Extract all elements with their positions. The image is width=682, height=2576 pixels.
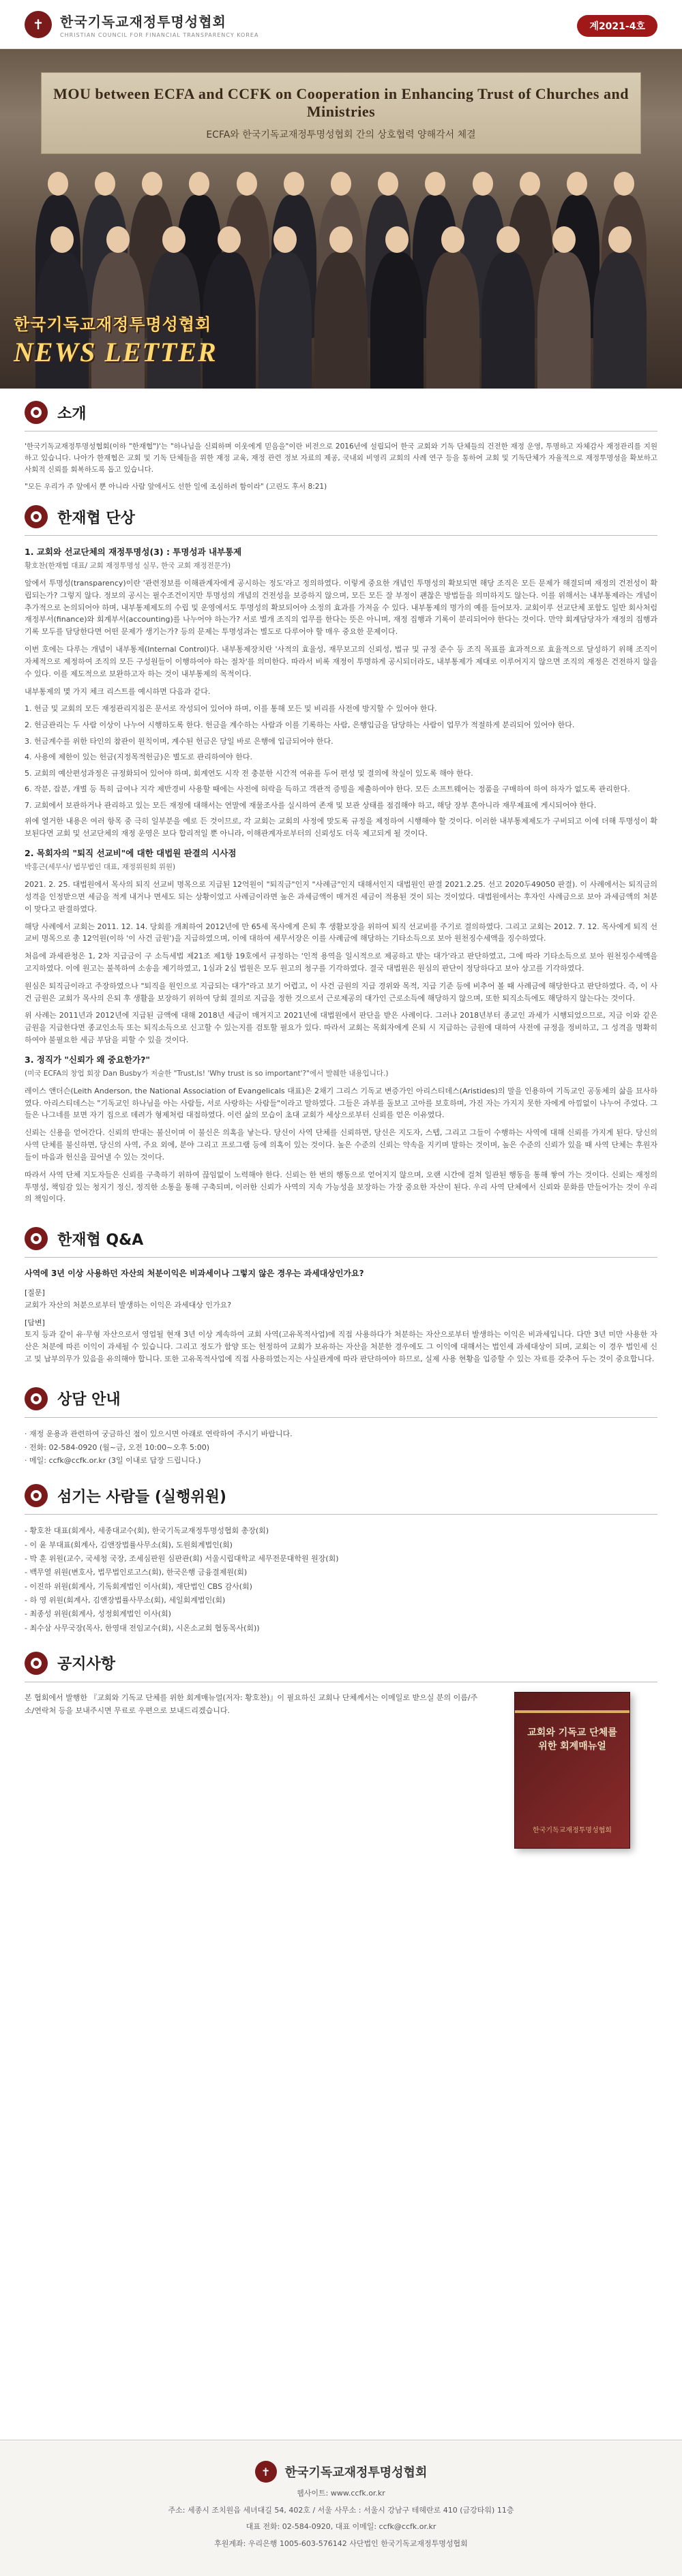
person-figure [593,252,647,389]
footer [0,2440,682,2576]
section-bullet-icon [25,1227,48,1250]
article-paragraph: 이번 호에는 다루는 개념이 내부통제(Internal Control)다. 내부통제장치란 '사적의 효율성, 재무보고의 신뢰성, 법규 및 규정 준수 등 조직 목표를 효과적으로 효율적으로 달성하기 위해 조직이 자체적으로 제정하여 조직의 모든 구성원들이 이행하여야 하는 절차'를 의미한다. 따라서 비록 재정이 투명하게 공시되더라도, 내부통제가 제대로 이루어지지 않으면 조직의 재정은 건전하지 않을 수 있다. 이를 제도적으로 보완하고자 하는 것이 내부통제의 목적이다. [25,645,657,678]
helper-item: - 박 훈 위원(교수, 국세청 국장, 조세심판원 심판관(회) 서울시립대학교 세무전문대학원 원장(회) [25,1554,339,1563]
helper-item: - 황호찬 대표(회계사, 세종대교수(회), 한국기독교재정투명성협회 총장(회) [25,1526,269,1536]
section-title: 한재협 단상 [57,509,135,527]
person-figure [258,252,312,389]
person-figure [426,252,479,389]
person-head [50,226,74,253]
list-item: 5. 교회의 예산편성과정은 규정화되어 있어야 하며, 회계연도 시작 전 충분한 시간적 여유를 두어 편성 및 결의에 착실이 있도록 해야 한다. [25,768,473,778]
person-head [385,226,409,253]
person-head [273,226,297,253]
section-divider [25,1514,657,1515]
list-item: 2. 헌금관리는 두 사람 이상이 나누어 시행하도록 한다. 헌금을 계수하는 사람과 이를 기록하는 사람, 은행입금을 담당하는 사람이 업무가 적절하게 분리되어 있어야 한다. [25,720,575,729]
article-title: 1. 교회와 선교단체의 재정투명성(3) : 투명성과 내부통제 [25,547,242,557]
person-figure [481,252,535,389]
section-bullet-icon [25,1387,48,1410]
article-author: 황호찬(한재협 대표/ 교회 재정투명성 실무, 한국 교회 재정전문가) [25,562,231,570]
helper-item: - 백무열 위원(변호사, 법무법인로고스(회), 한국은행 금융결제원(회) [25,1568,248,1577]
article-paragraph: 처음에 과세관청은 1, 2차 지급금이 구 소득세법 제21조 제1항 19호에서 규정하는 '인적 용역을 일시적으로 제공하고 받는 대가'라고 판단하였고, 그에 따라 기타소득으로 보아 원천징수세액을 고지하였다. 이에 원고는 불복하여 소송을 제기하였고, 1심과 2심 법원은 모두 원고의 청구를 기각하였다. 결국 대법원은 원심의 판단이 정당하다고 보아 상고를 기각하였다. [25,952,657,973]
org-eng: CHRISTIAN COUNCIL FOR FINANCIAL TRANSPARENCY KOREA [60,31,259,38]
section-bullet-icon [25,1652,48,1675]
intro-body: '한국기독교재정투명성협회(이하 "한재협")'는 "하나님을 신뢰하며 이웃에게 믿음을"이란 비전으로 2016년에 설립되어 한국 교회와 기독 단체들의 건전한 재정 운영, 투명하고 자체감사 재정관리를 지원하고 있습니다. 나아가 한재협은 교회 및 기독 단체들을 위한 재정 교육, 재정 관련 정보 자료의 제공, 국내외 비영리 교회의 사례 연구 등을 통하여 교회 및 기독단체가 자율적으로 재정투명성을 확보하고 사회적 신뢰를 회복하도록 돕고 있습니다. [25,442,657,474]
helper-item: - 이 윤 부대표(회계사, 김앤장법률사무소(회), 도원회계법인(회) [25,1540,233,1549]
qa-question-body: 교회가 자산의 처분으로부터 발생하는 이익은 과세대상 인가요? [25,1300,232,1309]
person-head [520,172,540,196]
article-paragraph: 따라서 사역 단체 지도자들은 신뢰를 구축하기 위하여 끊임없이 노력해야 한다. 신뢰는 한 번의 행동으로 얻어지지 않으며, 오랜 시간에 걸쳐 일관된 행동을 통해 쌓여 가는 것이다. 신뢰는 재정의 투명성, 책임감 있는 청지기 정신, 정직한 소통을 통해 구축되며, 이러한 신뢰가 사역의 지속 가능성을 보장하는 가장 중요한 자산이 된다. 우리 사역 단체에서 신뢰와 문화를 만들어가는 것이 우리의 책임이다. [25,1170,657,1204]
section-divider [25,1257,657,1258]
person-head [162,226,186,253]
notice-text: 본 협회에서 발행한 『교회와 기독교 단체를 위한 회계매뉴얼(저자: 황호찬)』이 필요하신 교회나 단체께서는 이메일로 받으실 분의 이름/주소/연락처 등을 보내주시면 무료로 우편으로 보내드리겠습니다. [25,1693,478,1715]
qa-section [0,1211,682,1365]
person-head [331,172,351,196]
list-item: 3. 헌금계수를 위한 타인의 참관이 원칙이며, 계수된 헌금은 당일 바로 은행에 입금되어야 한다. [25,736,333,746]
person-figure [537,252,591,389]
section-title: 상담 안내 [57,1391,121,1409]
person-head [142,172,162,196]
list-item: 4. 사용에 제한이 있는 헌금(지정목적헌금)은 별도로 관리하여야 한다. [25,753,252,762]
intro-verse: "모든 우리가 주 앞에서 뿐 아니라 사람 앞에서도 선한 일에 조심하려 함이라" (고린도 후서 8:21) [25,483,327,491]
helpers-section [0,1468,682,1635]
article-paragraph: 2021. 2. 25. 대법원에서 목사의 퇴직 선교비 명목으로 지급된 12억원이 "퇴직금"인지 "사례금"인지 대해서인지 대법원인 판결 2021.2.25. 선고 2020두49050 판결). 이 사례에서는 퇴직금의 성격을 인정받으면 세금을 적게 내거나 면세도 되는 상황이었고 사례금이라면 높은 과세금액이 매겨진 세금이 적용된 것이 되는 것이었다. 대법원에서는 후자인 사례금으로 보아 과세금액의 처분이 맞다고 판결하였다. [25,880,657,913]
person-head [473,172,493,196]
notice-body-wrap [25,1692,657,1849]
mou-backdrop [41,72,641,154]
top-header [0,0,682,49]
article-paragraph: 앞에서 투명성(transparency)이란 '관련정보를 이해관계자에게 공시하는 정도'라고 정의하였다. 이렇게 중요한 개념인 투명성의 확보되면 해당 조직은 모든 문제가 해결되며 재정의 건전성이 확립되는가? 그렇지 않다. 정보의 공시는 필수조건이지만 투명성의 개념의 건전성을 보증하지 않으며, 모든 모든 잘 부정이 괜찮은 방법들을 의미하지도 않는다. 이를 위해서는 내부통제라는 개념이 추가적으로 논의되어야 하며, 내부통제제도의 수립 및 운영에서도 투명성의 확보되어야 소정의 효과를 가져올 수 있다. 내부통제의 명가의 예를 들어보자. 교회이루 선교단체 포함도 일반 회사처럼 재정부서(finance)와 회계부서(accounting)를 나누어야 하는가? 서로 별개 조직의 업무를 한다는 뜻은 아니며, 재정 집행과 기록이 분리되어야 한다는 것이다. 만약 회계담당자가 재정의 집행과 기록 모두를 담당한다면 어떤 문제가 생기는가? 등의 문제는 투명성과는 별도로 다루어야 할 매우 중요한 문제이다. [25,579,657,637]
qa-question: 사역에 3년 이상 사용하던 자산의 처분이익은 비과세이나 그렇지 않은 경우는 과세대상인가요? [25,1269,364,1279]
person-head [378,172,398,196]
consult-line: · 재정 운용과 관련하여 궁금하신 점이 있으시면 아래로 연락하여 주시기 바랍니다. [25,1429,293,1438]
issue-badge: 계2021-4호 [577,15,657,37]
helper-item: - 최수삼 사무국장(목사, 한영대 전임교수(회), 시온소교회 협동목사(회)) [25,1623,260,1633]
manual-book-cover [514,1692,630,1849]
list-item: 1. 헌금 및 교회의 모든 재정관리지침은 문서로 작성되어 있어야 하며, 이를 통해 모든 및 비리를 사전에 방지할 수 있어야 한다. [25,704,437,714]
consult-email[interactable]: · 메일: ccfk@ccfk.or.kr (3일 이내로 답장 드립니다.) [25,1456,201,1466]
person-head [441,226,464,253]
footer-contact: 대표 전화: 02-584-0920, 대표 이메일: ccfk@ccfk.or.kr [246,2522,436,2531]
helper-item: - 하 영 위원(회계사, 김앤장법률사무소(회), 세일회계법인(회) [25,1595,226,1605]
article-paragraph: 해당 사례에서 교회는 2011. 12. 14. 당회를 개최하여 2012년에 만 65세 목사에게 은퇴 후 생활보장을 위하여 퇴직 선교비를 주기로 결의하였다. 그리고 교회는 2012. 7. 12. 목사에게 퇴직 선교비 명목으로 총 12억원(이하 '이 사건 금원')을 지급하였으며, 이에 대하여 세무서장은 이를 사례금에 해당하는 기타소득으로 보아 원천징수세액을 징수하였다. [25,922,657,943]
person-head [189,172,209,196]
person-head [95,172,115,196]
book-title: 교회와 기독교 단체를 위한 회계매뉴얼 [527,1727,617,1752]
person-head [237,172,257,196]
intro-section [0,389,682,493]
consult-phone: · 전화: 02-584-0920 (월~금, 오전 10:00~오후 5:00) [25,1442,210,1452]
article-author: (미국 ECFA의 창업 회장 Dan Busby가 저술한 "Trust,Is! 'Why trust is so important'?"에서 발췌한 내용입니다.) [25,1069,389,1078]
column-section [0,498,682,1205]
list-item: 6. 작분, 잡분, 개별 등 특히 급여나 지각 제반경비 사용할 때에는 사전에 허락을 득하고 객관적 증빙을 제출하여야 한다. 모든 소프트웨어는 정품을 구매하여 하여 하자가 없도록 관리한다. [25,785,630,794]
section-bullet-icon [25,1484,48,1507]
qa-answer-body: 토지 등과 같이 유·무형 자산으로서 영업될 현재 3년 이상 계속하여 교회 사역(고유목적사업)에 직접 사용하다가 처분하는 자산으로부터 발생하는 이익은 비과세입니다. 다만 3년 미만 사용한 자산은 처분에 따른 이익이 과세될 수 있습니다. 그리고 정도가 함양 또는 헌정하여 교회가 보유하는 자산을 처분한 경우에도 그 이익에 대해서는 법인세 과세대상이 되며, 교회는 이 경우 법인세 신고 및 납부의무가 있음을 유의해야 합니다. 또한 고유목적사업에 직접 사용하였는지는 사실관계에 따라 판단하여야 하므로, 실제 사용 현황을 입증할 수 있는 자료를 갖추어 두는 것이 중요합니다. [25,1330,657,1363]
list-item: 7. 교회에서 보관하거나 관리하고 있는 모든 재정에 대해서는 연말에 재물조사를 실시하여 존재 및 보관 상태를 점검해야 하고, 해당 장부 흔아니라 재무제표에 게시되어야 한다. [25,800,597,810]
person-figure [314,252,368,389]
article-paragraph: 위에 열거한 내용은 여러 항목 중 극히 일부분을 예로 든 것이므로, 각 교회는 교회의 사정에 맞도록 규정을 제정하여 시행해야 할 것이다. 이러한 내부통제제도가 구비되고 이에 더해 투명성이 확보된다면 교회 및 선교단체의 재정 운영은 보다 합리적일 뿐 아니라, 이해관계자로부터의 신뢰성도 더욱 제고되게 될 것이다. [25,817,657,838]
person-head [567,172,587,196]
newsletter-title-korean: 한국기독교재정투명성협회 [14,315,212,334]
person-figure [370,252,424,389]
cross-circle-icon: ✝ [255,2461,277,2483]
book-subtitle: 한국기독교재정투명성협회 [533,1826,612,1834]
qa-question-label: [질문] [25,1288,45,1298]
newsletter-title [14,311,218,368]
qa-answer-label: [답변] [25,1318,45,1327]
footer-account: 후원계좌: 우리은행 1005-603-576142 사단법인 한국기독교재정투명성협회 [214,2539,468,2548]
person-head [106,226,130,253]
person-head [48,172,68,196]
article-author: 박홍근(세무사/ 법무법인 대표, 재정위원회 위원) [25,863,176,872]
section-bullet-icon [25,505,48,528]
article-title: 2. 목회자의 "퇴직 선교비"에 대한 대법원 판결의 시사점 [25,848,237,859]
helper-item: - 최종성 위원(회계사, 성정회계법인 이사(회) [25,1609,171,1619]
section-divider [25,535,657,536]
article-paragraph: 위 사례는 2011년과 2012년에 지급된 금액에 대해 2018년 세금이 매겨지고 2021년에 대법원에서 판단을 받은 사례이다. 그러나 2018년부터 종교인 과세가 시행되었으므로, 지금 이와 같은 금원을 지급한다면 종교인소득 또는 퇴직소득으로 신고할 수 있는지를 검토할 필요가 있다. 따라서 교회는 목회자에게 은퇴 시 지급하는 금원에 대하여 사전에 규정을 정비하고, 그 성격을 명확히 하여야 불필요한 세금 부담을 피할 수 있을 것이다. [25,1011,657,1045]
person-head [614,172,634,196]
notice-section [0,1635,682,1849]
article-paragraph: 레이스 앤더슨(Leith Anderson, the National Association of Evangelicals 대표)은 2채기 그리스 기독교 변증가인 아리스티데스(Aristides)의 말을 인용하여 기독교인 공동체의 삶을 묘사하였다. 아리스티데스는 "기독교인 하나님을 아는 사람들, 서로 사랑하는 사람들"이라고 말하였다. 그들은 과부를 돌보고 고아를 보호하며, 가진 자는 가지지 못한 자에게 아낌없이 나누어 주었다. 그들은 나그네를 보면 자기 집으로 데려가 형제처럼 대접하였다. 이런 삶의 모습이 초대 교회가 세상으로부터 신뢰를 얻은 이유였다. [25,1086,657,1120]
article-title: 3. 정직가 "신뢰가 왜 중요한가?" [25,1054,150,1065]
banner-photo [0,49,682,389]
person-head [608,226,632,253]
book-band [515,1710,629,1713]
footer-org-name: 한국기독교재정투명성협회 [284,2466,428,2480]
footer-website[interactable]: 웹사이트: www.ccfk.or.kr [297,2489,385,2498]
consult-section [0,1371,682,1468]
person-head [284,172,304,196]
checklist [25,703,657,811]
org-name: 한국기독교재정투명성협회 [60,13,226,30]
newsletter-title-english: NEWS LETTER [14,337,218,367]
backdrop-subtitle: ECFA와 한국기독교재정투명성협회 간의 상호협력 양해각서 체결 [206,130,476,140]
person-head [329,226,353,253]
article-paragraph: 신뢰는 신용을 얻어간다. 신뢰의 반대는 불신이며 이 불신은 의혹을 낳는다. 당신이 사역 단체를 신뢰하면, 당신은 지도자, 스텝, 그리고 그들이 수행하는 사역에 대해 신뢰를 가지게 된다. 당신의 사역 단체를 불신하면, 당신의 사역, 주요 외에, 분야 그리고 프로그램 등에 의혹이 있는 것이다. 높은 수준의 신뢰는 약속을 지키며 말하는 것이며, 높은 수준의 신뢰가 있을 때 사역 단체는 후원자들이 마음과 헌신을 끌어낼 수 있는 것이다. [25,1128,657,1162]
article-paragraph: 원심은 퇴직금이라고 주장하였으나 "퇴직을 원인으로 지급되는 대가"라고 보기 어렵고, 이 사건 금원의 지급 경위와 목적, 지급 기준 등에 비추어 볼 때 사례금에 해당한다고 판단하였다. 즉, 이 사건 금원은 교회가 목사의 은퇴 후 생활을 보장하기 위하여 당회 결의로 지급을 정한 것으로서 근로제공의 대가인 근로소득에 해당하지 않으며, 또한 퇴직소득에도 해당하지 않는다는 것이다. [25,981,657,1003]
section-bullet-icon [25,401,48,424]
org-block [60,11,258,38]
footer-logo [255,2461,428,2483]
article-paragraph: 내부통제의 몇 가지 체크 리스트를 예시하면 다음과 같다. [25,686,211,696]
section-title: 섬기는 사람들 (실행위원) [57,1488,226,1506]
helper-item: - 이진하 위원(회계사, 기독회계법인 이사(회), 재단법인 CBS 감사(회) [25,1581,252,1591]
section-title: 소개 [57,405,87,423]
person-head [425,172,445,196]
section-title: 한재협 Q&A [57,1231,144,1249]
section-divider [25,1417,657,1418]
section-title: 공지사항 [57,1656,116,1673]
cross-circle-icon: ✝ [25,11,52,38]
footer-address: 주소: 세종시 조치원읍 세녀대길 54, 402호 / 서울 사무소 : 서울시 강남구 테헤란로 410 (금강타워) 11층 [168,2505,514,2515]
backdrop-title: MOU between ECFA and CCFK on Cooperation in Enhancing Trust of Churches and Ministries [53,85,629,120]
